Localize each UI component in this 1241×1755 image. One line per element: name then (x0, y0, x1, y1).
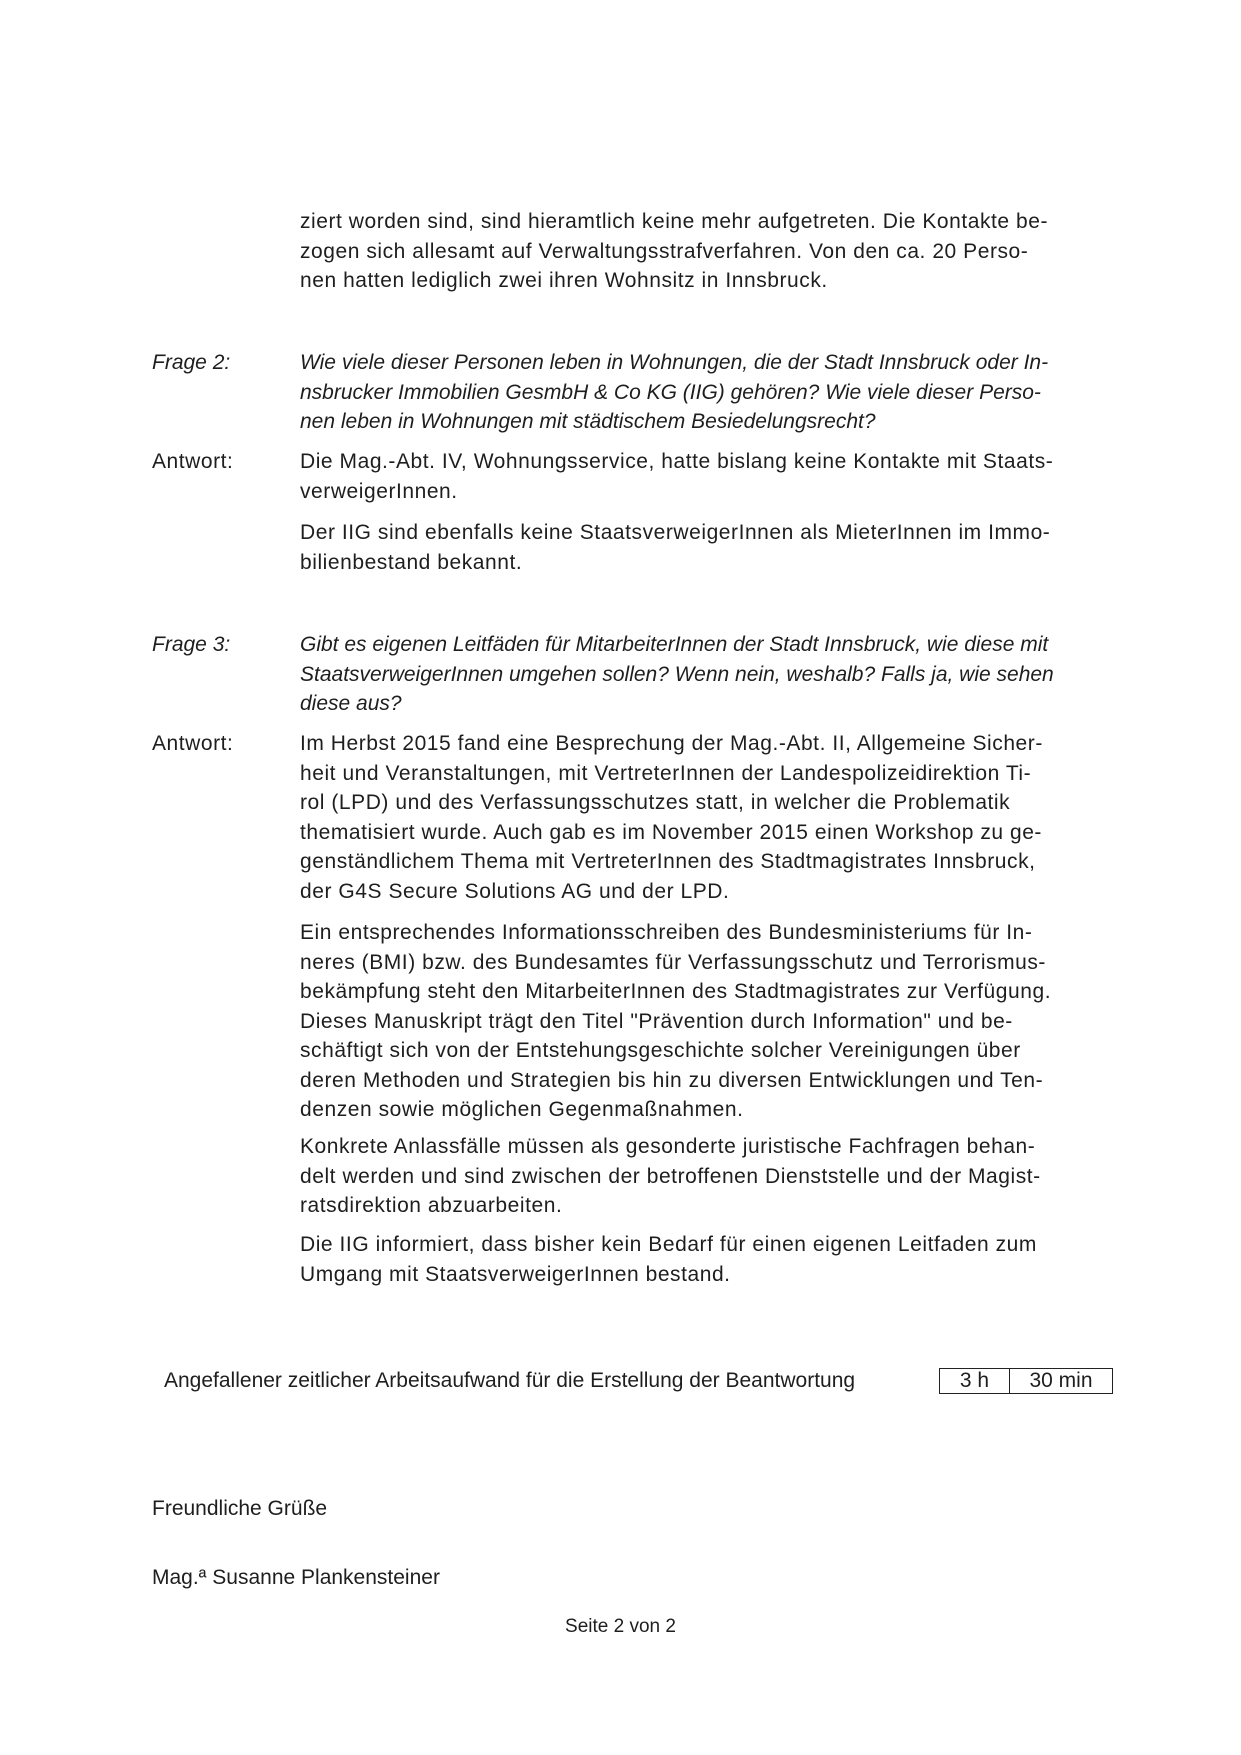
effort-minutes: 30 min (1029, 1369, 1093, 1392)
answer-2-label: Antwort: (152, 450, 234, 473)
text-line: Gibt es eigenen Leitfäden für MitarbeiterInnen der Stadt Innsbruck, wie diese mit (300, 633, 1049, 656)
text-line: Ein entsprechendes Informationsschreiben des Bundesministeriums für In- (300, 921, 1033, 944)
text-line: Konkrete Anlassfälle müssen als gesonderte juristische Fachfragen behan- (300, 1135, 1036, 1158)
effort-table (939, 1368, 1113, 1394)
text-line: Dieses Manuskript trägt den Titel "Prävention durch Information" und be- (300, 1009, 1013, 1033)
answer-3-paragraph-2 (300, 918, 1126, 1125)
text-line: Die Mag.-Abt. IV, Wohnungsservice, hatte bislang keine Kontakte mit Staats- (300, 450, 1054, 473)
text-line: genständlichem Thema mit VertreterInnen des Stadtmagistrates Innsbruck, (300, 850, 1036, 873)
answer-2-paragraph-1 (300, 447, 1126, 506)
page-number: Seite 2 von 2 (565, 1616, 676, 1637)
question-3-label: Frage 3: (152, 633, 231, 656)
text-line: ratsdirektion abzuarbeiten. (300, 1194, 563, 1217)
text-line: thematisiert wurde. Auch gab es im November 2015 einen Workshop zu ge- (300, 820, 1042, 844)
text-line: zogen sich allesamt auf Verwaltungsstrafverfahren. Von den ca. 20 Perso- (300, 239, 1029, 263)
text-line: neres (BMI) bzw. des Bundesamtes für Verfassungsschutz und Terrorismus- (300, 950, 1046, 974)
answer-3-label: Antwort: (152, 732, 234, 755)
text-line: bilienbestand bekannt. (300, 550, 523, 574)
answer-3-paragraph-1 (300, 729, 1126, 906)
text-line: nen hatten lediglich zwei ihren Wohnsitz in Innsbruck. (300, 269, 828, 292)
text-line: StaatsverweigerInnen umgehen sollen? Wenn nein, weshalb? Falls ja, wie sehen (300, 662, 1054, 686)
text-line: der G4S Secure Solutions AG und der LPD. (300, 879, 730, 903)
text-line: ziert worden sind, sind hieramtlich keine mehr aufgetreten. Die Kontakte be- (300, 210, 1048, 233)
effort-hours: 3 h (940, 1369, 1010, 1393)
text-line: diese aus? (300, 692, 402, 715)
text-line: nsbrucker Immobilien GesmbH & Co KG (IIG) gehören? Wie viele dieser Perso- (300, 380, 1041, 404)
text-line: deren Methoden und Strategien bis hin zu diversen Entwicklungen und Ten- (300, 1068, 1044, 1092)
text-line: rol (LPD) und des Verfassungsschutzes statt, in welcher die Problematik (300, 791, 1011, 814)
answer-3-paragraph-4 (300, 1230, 1126, 1289)
text-line: Umgang mit StaatsverweigerInnen bestand. (300, 1262, 731, 1286)
intro-paragraph (300, 207, 1126, 296)
text-line: verweigerInnen. (300, 479, 458, 503)
answer-3-paragraph-3 (300, 1132, 1126, 1221)
text-line: Im Herbst 2015 fand eine Besprechung der Mag.-Abt. II, Allgemeine Sicher- (300, 732, 1043, 755)
text-line: bekämpfung steht den MitarbeiterInnen des Stadtmagistrates zur Verfügung. (300, 980, 1052, 1003)
effort-label: Angefallener zeitlicher Arbeitsaufwand für die Erstellung der Beantwortung (164, 1369, 856, 1392)
signature-name: Mag.ª Susanne Plankensteiner (152, 1566, 440, 1589)
text-line: Die IIG informiert, dass bisher kein Bedarf für einen eigenen Leitfaden zum (300, 1233, 1037, 1256)
text-line: nen leben in Wohnungen mit städtischem Besiedelungsrecht? (300, 410, 876, 433)
question-2-label: Frage 2: (152, 351, 231, 374)
text-line: denzen sowie möglichen Gegenmaßnahmen. (300, 1098, 744, 1121)
question-3-text (300, 630, 1126, 719)
text-line: heit und Veranstaltungen, mit VertreterInnen der Landespolizeidirektion Ti- (300, 761, 1032, 785)
text-line: Der IIG sind ebenfalls keine StaatsverweigerInnen als MieterInnen im Immo- (300, 521, 1051, 544)
text-line: schäftigt sich von der Entstehungsgeschichte solcher Vereinigungen über (300, 1039, 1021, 1062)
closing-greeting: Freundliche Grüße (152, 1497, 328, 1520)
answer-2-paragraph-2 (300, 518, 1126, 577)
question-2-text (300, 348, 1126, 437)
text-line: Wie viele dieser Personen leben in Wohnungen, die der Stadt Innsbruck oder In- (300, 351, 1049, 374)
text-line: delt werden und sind zwischen der betroffenen Dienststelle und der Magist- (300, 1164, 1041, 1188)
